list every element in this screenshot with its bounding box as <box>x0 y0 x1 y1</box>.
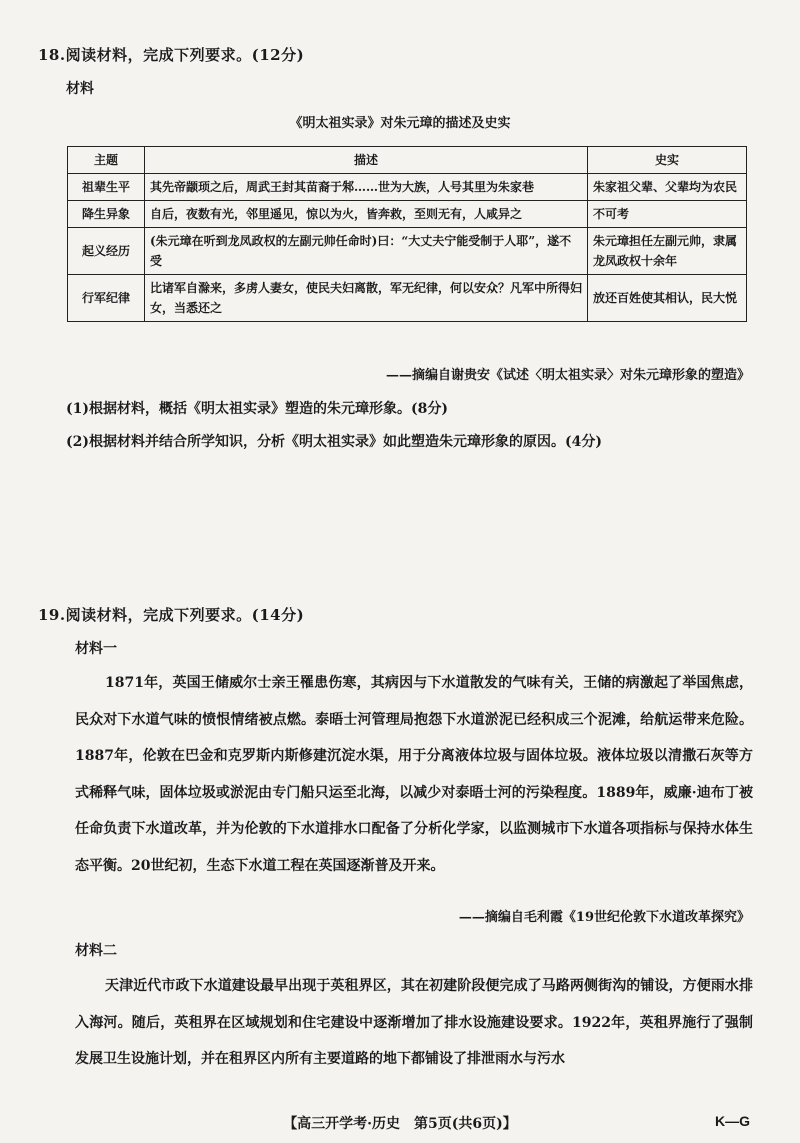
q19-title: 19.阅读材料，完成下列要求。(14分) <box>38 606 305 624</box>
header-desc: 描述 <box>145 147 588 174</box>
desc-cell: 比诸军自滁来，多虏人妻女，使民夫妇离散，军无纪律，何以安众？凡军中所得妇女，当悉还之 <box>145 275 588 322</box>
topic-cell: 起义经历 <box>68 228 145 275</box>
topic-cell: 祖辈生平 <box>68 174 145 201</box>
q19-material-1-text: 1871年，英国王储威尔士亲王罹患伤寒，其病因与下水道散发的气味有关，王储的病激起了举国焦虑，民众对下水道气味的愤恨情绪被点燃。泰晤士河管理局抱怨下水道淤泥已经积成三个泥滩，给航运带来危险。1887年，伦敦在巴金和克罗斯内斯修建沉淀水渠，用于分离液体垃圾与固体垃圾。液体垃圾以清撒石灰等方式稀释气味，固体垃圾或淤泥由专门船只运至北海，以减少对泰晤士河的污染程度。1889年，威廉·迪布丁被任命负责下水道改革，并为伦敦的下水道排水口配备了分析化学家，以监测城市下水道各项指标与保持水体生态平衡。20世纪初，生态下水道工程在英国逐渐普及开来。 <box>75 675 753 874</box>
desc-cell: 其先帝颛顼之后，周武王封其苗裔于邾……世为大族，人号其里为朱家巷 <box>145 174 588 201</box>
desc-cell: (朱元璋在听到龙凤政权的左副元帅任命时)曰：“大丈夫宁能受制于人耶”，遂不受 <box>145 228 588 275</box>
q18-table-title: 《明太祖实录》对朱元璋的描述及史实 <box>289 116 511 131</box>
footer-code: K—G <box>715 1113 750 1129</box>
fact-cell: 不可考 <box>588 201 747 228</box>
q19-material-2-label: 材料二 <box>75 943 117 959</box>
q18-material-label: 材料 <box>66 81 94 97</box>
header-fact: 史实 <box>588 147 747 174</box>
q19-material-1-source: ——摘编自毛利霞《19世纪伦敦下水道改革探究》 <box>458 910 750 925</box>
q19-material-2-text: 天津近代市政下水道建设最早出现于英租界区，其在初建阶段便完成了马路两侧街沟的铺设，方便雨水排入海河。随后，英租界在区域规划和住宅建设中逐渐增加了排水设施建设要求。1922年，英租界施行了强制发展卫生设施计划，并在租界区内所有主要道路的地下都铺设了排泄雨水与污水 <box>75 978 753 1068</box>
header-topic: 主题 <box>68 147 145 174</box>
q18-subquestion-1: (1)根据材料，概括《明太祖实录》塑造的朱元璋形象。(8分) <box>66 401 448 417</box>
q18-title: 18.阅读材料，完成下列要求。(12分) <box>38 46 305 64</box>
fact-cell: 放还百姓使其相认，民大悦 <box>588 275 747 322</box>
footer-page-info: 【高三开学考·历史 第5页(共6页)】 <box>283 1116 517 1132</box>
topic-cell: 降生异象 <box>68 201 145 228</box>
desc-cell: 自后，夜数有光，邻里遥见，惊以为火，皆奔救，至则无有，人咸异之 <box>145 201 588 228</box>
fact-cell: 朱家祖父辈、父辈均为农民 <box>588 174 747 201</box>
q18-subquestion-2: (2)根据材料并结合所学知识，分析《明太祖实录》如此塑造朱元璋形象的原因。(4分) <box>66 434 602 450</box>
fact-cell: 朱元璋担任左副元帅，隶属龙凤政权十余年 <box>588 228 747 275</box>
q19-material-1-label: 材料一 <box>75 641 117 657</box>
table-row <box>68 201 747 228</box>
table-row <box>68 174 747 201</box>
table-header-row <box>68 147 747 174</box>
table-row <box>68 275 747 322</box>
q18-source: ——摘编自谢贵安《试述〈明太祖实录〉对朱元璋形象的塑造》 <box>385 368 750 383</box>
topic-cell: 行军纪律 <box>68 275 145 322</box>
history-table <box>67 146 747 322</box>
table-row <box>68 228 747 275</box>
